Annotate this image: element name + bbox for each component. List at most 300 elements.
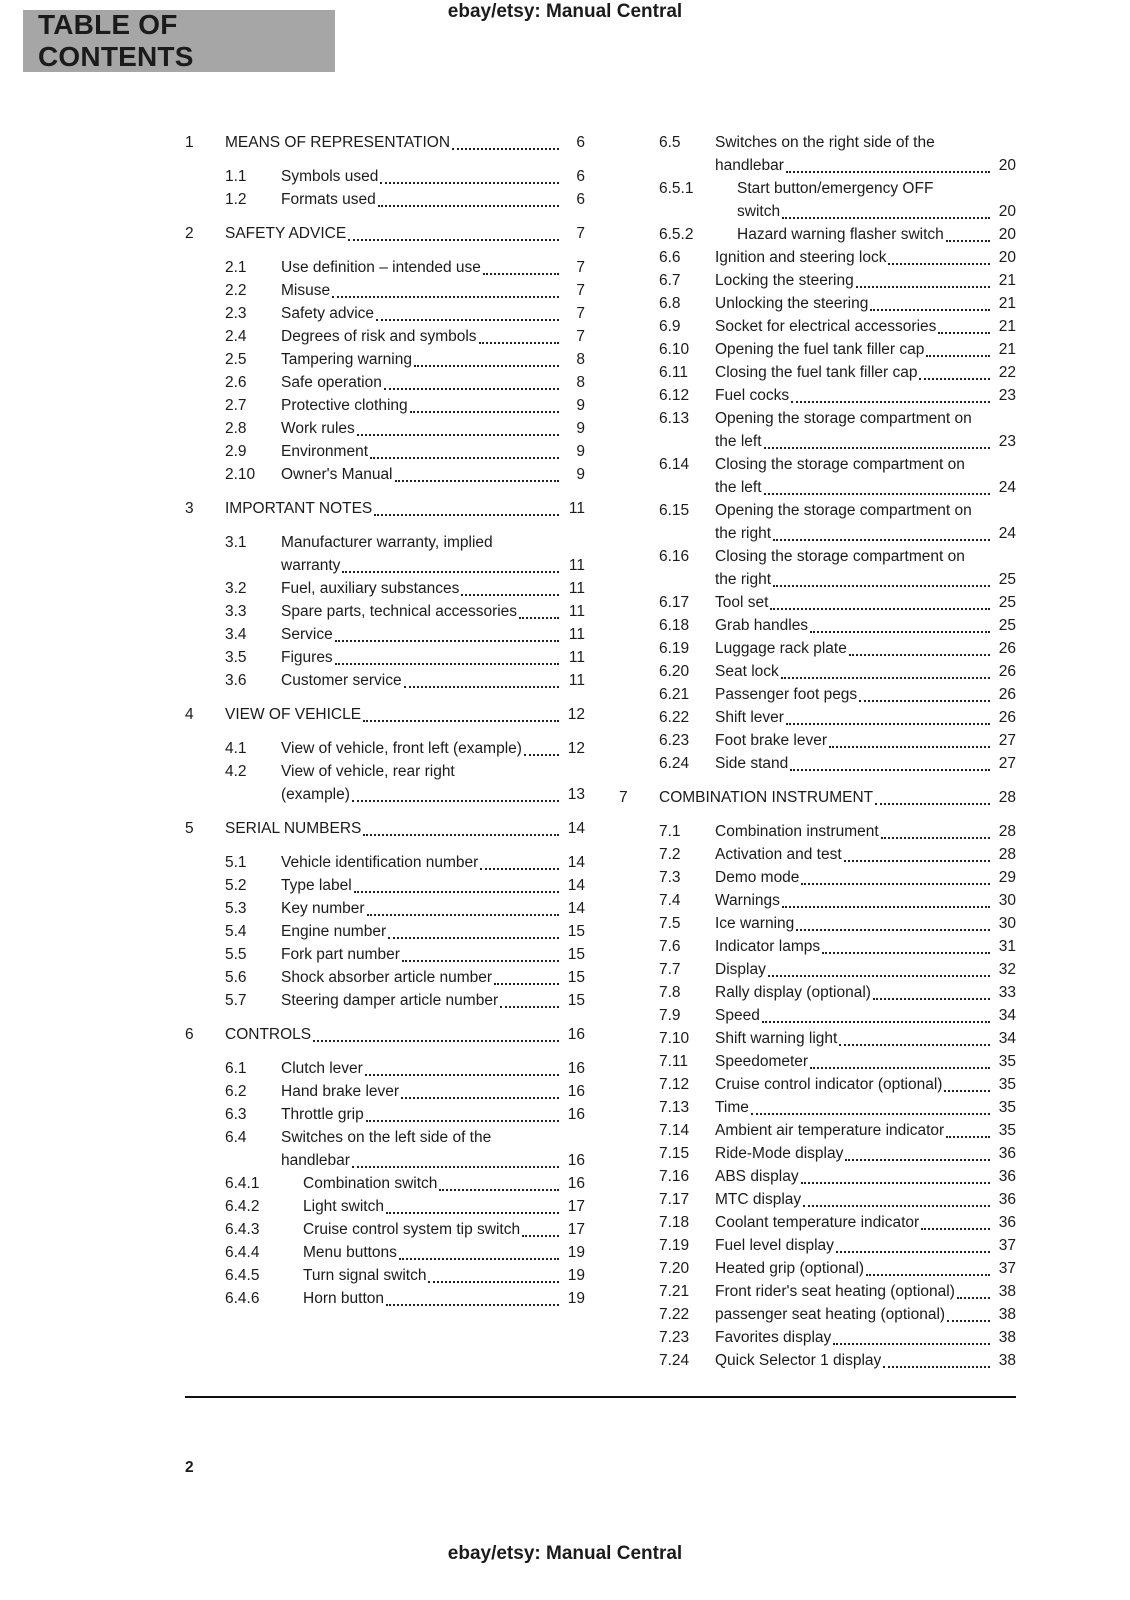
toc-entry-body <box>715 591 1016 614</box>
toc-entry-last-line <box>715 246 1016 269</box>
toc-entry-row <box>185 737 585 760</box>
toc-entry-body <box>715 315 1016 338</box>
toc-entry-number: 6.19 <box>659 640 690 657</box>
toc-entry-body <box>303 1172 585 1195</box>
toc-leader-dots <box>439 1189 559 1191</box>
toc-entry-last-line <box>281 851 585 874</box>
toc-entry-last-line <box>281 371 585 394</box>
toc-entry-row <box>619 820 1016 843</box>
toc-entry-page: 34 <box>998 1007 1016 1024</box>
toc-entry-title: Fuel, auxiliary substances <box>281 580 460 597</box>
toc-entry-title: Front rider's seat heating (optional) <box>715 1283 955 1300</box>
toc-entry-last-line <box>715 476 1016 499</box>
toc-entry-title: Light switch <box>303 1198 384 1215</box>
toc-entry-last-line <box>715 1188 1016 1211</box>
toc-entry-body <box>281 966 585 989</box>
toc-entry-body <box>715 499 1016 545</box>
toc-entry-row <box>619 1349 1016 1372</box>
toc-entry-body <box>281 943 585 966</box>
toc-entry-body <box>715 361 1016 384</box>
toc-entry-page: 21 <box>998 318 1016 335</box>
toc-leader-dots <box>829 746 990 748</box>
toc-entry-page: 30 <box>998 915 1016 932</box>
toc-entry-number: 2.3 <box>225 305 247 322</box>
toc-entry-number: 6.24 <box>659 755 690 772</box>
toc-entry-number: 4.1 <box>225 740 247 757</box>
toc-entry-row <box>619 706 1016 729</box>
toc-entry-row <box>185 1103 585 1126</box>
toc-entry-page: 28 <box>998 823 1016 840</box>
toc-entry-page: 15 <box>567 992 585 1009</box>
toc-leader-dots <box>366 1120 559 1122</box>
toc-entry-body <box>303 1241 585 1264</box>
toc-entry-number: 6.6 <box>659 249 681 266</box>
toc-leader-dots <box>790 769 990 771</box>
toc-entry-last-line <box>281 394 585 417</box>
toc-entry-number: 7 <box>619 789 628 806</box>
toc-leader-dots <box>866 1274 990 1276</box>
toc-entry-row <box>619 1211 1016 1234</box>
toc-entry-last-line <box>225 703 585 726</box>
toc-entry-last-line <box>715 660 1016 683</box>
toc-entry-title-line: Closing the storage compartment on <box>715 456 965 473</box>
toc-leader-dots <box>494 983 559 985</box>
toc-entry-row <box>619 1027 1016 1050</box>
toc-entry-title: Figures <box>281 649 333 666</box>
toc-entry-title: Service <box>281 626 333 643</box>
toc-entry-body <box>715 1004 1016 1027</box>
toc-leader-dots <box>332 296 559 298</box>
toc-entry-number: 6.21 <box>659 686 690 703</box>
toc-entry-last-line <box>281 348 585 371</box>
toc-entry-row <box>185 325 585 348</box>
toc-entry-body <box>715 1050 1016 1073</box>
toc-entry-title: Tool set <box>715 594 769 611</box>
toc-entry-number: 4 <box>185 706 194 723</box>
toc-entry-last-line <box>281 1080 585 1103</box>
toc-entry-page: 21 <box>998 272 1016 289</box>
toc-leader-dots <box>751 1113 990 1115</box>
toc-leader-dots <box>845 1159 990 1161</box>
toc-entry-page: 21 <box>998 341 1016 358</box>
toc-entry-row <box>619 660 1016 683</box>
toc-entry-page: 38 <box>998 1329 1016 1346</box>
toc-leader-dots <box>352 800 559 802</box>
toc-leader-dots <box>773 585 990 587</box>
toc-entry-row <box>185 1241 585 1264</box>
toc-entry-last-line <box>715 706 1016 729</box>
toc-entry-number: 7.14 <box>659 1122 690 1139</box>
toc-entry-title: Combination switch <box>303 1175 438 1192</box>
toc-entry-page: 9 <box>576 420 585 437</box>
toc-entry-title: Shift lever <box>715 709 784 726</box>
toc-entry-page: 20 <box>998 226 1016 243</box>
toc-entry-title: SERIAL NUMBERS <box>225 820 362 837</box>
toc-entry-last-line <box>225 817 585 840</box>
toc-entry-row <box>619 545 1016 591</box>
toc-entry-page: 16 <box>567 1175 585 1192</box>
toc-entry-page: 16 <box>567 1026 585 1043</box>
toc-entry-number: 6.14 <box>659 456 690 473</box>
toc-entry-number: 3.6 <box>225 672 247 689</box>
toc-leader-dots <box>386 1212 559 1214</box>
toc-entry-title: Customer service <box>281 672 402 689</box>
toc-entry-title: Protective clothing <box>281 397 408 414</box>
toc-entry-page: 23 <box>998 387 1016 404</box>
toc-entry-number: 5.6 <box>225 969 247 986</box>
toc-entry-last-line <box>281 165 585 188</box>
toc-entry-page: 33 <box>998 984 1016 1001</box>
toc-entry-number: 2.6 <box>225 374 247 391</box>
header-watermark: ebay/etsy: Manual Central <box>447 1 683 22</box>
toc-entry-last-line <box>715 752 1016 775</box>
toc-entry-row <box>185 577 585 600</box>
toc-entry-title: Activation and test <box>715 846 842 863</box>
toc-entry-page: 9 <box>576 466 585 483</box>
toc-entry-number: 6.4.1 <box>225 1175 260 1192</box>
toc-entry-number: 6.3 <box>225 1106 247 1123</box>
toc-entry-number: 7.21 <box>659 1283 690 1300</box>
footer-watermark: ebay/etsy: Manual Central <box>447 1543 683 1564</box>
toc-entry-title: the left <box>715 433 762 450</box>
toc-entry-last-line <box>715 1257 1016 1280</box>
toc-entry-title: IMPORTANT NOTES <box>225 500 373 517</box>
toc-entry-page: 14 <box>567 820 585 837</box>
toc-entry-body <box>281 989 585 1012</box>
toc-entry-title: Use definition – intended use <box>281 259 481 276</box>
toc-entry-body <box>281 600 585 623</box>
toc-entry-number: 6.4.3 <box>225 1221 260 1238</box>
toc-entry-number: 6.15 <box>659 502 690 519</box>
toc-entry-page: 16 <box>567 1106 585 1123</box>
toc-leader-dots <box>367 914 559 916</box>
toc-entry-title-line: Start button/emergency OFF <box>737 180 934 197</box>
toc-leader-dots <box>801 883 990 885</box>
toc-entry-body <box>281 440 585 463</box>
toc-leader-dots <box>386 1304 559 1306</box>
toc-entry-title: the left <box>715 479 762 496</box>
toc-entry-body <box>225 222 585 245</box>
toc-entry-row <box>185 371 585 394</box>
toc-entry-body <box>715 292 1016 315</box>
toc-entry-body <box>281 1103 585 1126</box>
toc-leader-dots <box>786 723 990 725</box>
toc-entry-body <box>715 637 1016 660</box>
toc-entry-page: 36 <box>998 1145 1016 1162</box>
toc-entry-title: Favorites display <box>715 1329 832 1346</box>
toc-entry-page: 34 <box>998 1030 1016 1047</box>
toc-entry-last-line <box>303 1172 585 1195</box>
toc-entry-title: Tampering warning <box>281 351 412 368</box>
toc-entry-last-line <box>715 430 1016 453</box>
toc-entry-page: 14 <box>567 900 585 917</box>
toc-column-left <box>185 131 585 1372</box>
toc-entry-page: 30 <box>998 892 1016 909</box>
toc-entry-row <box>185 623 585 646</box>
toc-entry-row <box>619 1050 1016 1073</box>
toc-entry-body <box>281 348 585 371</box>
toc-entry-last-line <box>281 623 585 646</box>
toc-entry-body <box>281 417 585 440</box>
toc-entry-body <box>715 384 1016 407</box>
toc-leader-dots <box>452 148 559 150</box>
toc-entry-body <box>715 246 1016 269</box>
toc-entry-number: 7.24 <box>659 1352 690 1369</box>
toc-entry-body <box>715 935 1016 958</box>
toc-entry-title: Symbols used <box>281 168 379 185</box>
toc-entry-page: 7 <box>576 225 585 242</box>
toc-entry-last-line <box>737 200 1016 223</box>
toc-entry-body <box>715 1096 1016 1119</box>
toc-entry-page: 14 <box>567 854 585 871</box>
toc-entry-number: 6.20 <box>659 663 690 680</box>
toc-leader-dots <box>944 1090 990 1092</box>
toc-leader-dots <box>365 1074 559 1076</box>
toc-entry-number: 7.15 <box>659 1145 690 1162</box>
toc-leader-dots <box>803 1205 990 1207</box>
toc-entry-row <box>185 348 585 371</box>
toc-entry-last-line <box>281 577 585 600</box>
toc-entry-page: 11 <box>568 557 585 574</box>
toc-entry-row <box>185 394 585 417</box>
toc-leader-dots <box>410 411 559 413</box>
toc-leader-dots <box>313 1040 559 1042</box>
toc-entry-title: Ambient air temperature indicator <box>715 1122 945 1139</box>
toc-entry-body <box>225 497 585 520</box>
toc-entry-body <box>303 1218 585 1241</box>
toc-entry-body <box>715 1165 1016 1188</box>
toc-entry-title: Ride-Mode display <box>715 1145 844 1162</box>
toc-leader-dots <box>524 754 559 756</box>
toc-entry-row <box>619 591 1016 614</box>
toc-chapter-row <box>185 497 585 520</box>
toc-leader-dots <box>388 937 559 939</box>
toc-entry-page: 35 <box>998 1076 1016 1093</box>
toc-entry-page: 24 <box>998 479 1016 496</box>
toc-entry-page: 15 <box>567 969 585 986</box>
toc-entry-body <box>715 1119 1016 1142</box>
toc-entry-row <box>619 981 1016 1004</box>
toc-entry-last-line <box>715 338 1016 361</box>
toc-entry-body <box>225 131 585 154</box>
toc-entry-page: 20 <box>998 249 1016 266</box>
toc-entry-body <box>281 531 585 577</box>
toc-entry-title: handlebar <box>715 157 784 174</box>
toc-entry-row <box>619 958 1016 981</box>
toc-leader-dots <box>483 273 559 275</box>
toc-entry-title: Misuse <box>281 282 331 299</box>
toc-leader-dots <box>919 378 990 380</box>
toc-entry-page: 36 <box>998 1191 1016 1208</box>
toc-leader-dots <box>363 834 559 836</box>
toc-entry-last-line <box>715 1096 1016 1119</box>
toc-entry-title: Turn signal switch <box>303 1267 427 1284</box>
toc-entry-title: Coolant temperature indicator <box>715 1214 920 1231</box>
toc-entry-last-line <box>281 279 585 302</box>
toc-entry-row <box>619 292 1016 315</box>
toc-entry-title: Key number <box>281 900 365 917</box>
toc-leader-dots <box>354 891 559 893</box>
toc-entry-row <box>619 729 1016 752</box>
toc-entry-row <box>185 874 585 897</box>
toc-entry-row <box>185 760 585 806</box>
toc-entry-last-line <box>281 325 585 348</box>
toc-entry-last-line <box>715 591 1016 614</box>
toc-entry-title: Demo mode <box>715 869 800 886</box>
toc-leader-dots <box>770 608 990 610</box>
toc-leader-dots <box>849 654 990 656</box>
toc-entry-last-line <box>715 729 1016 752</box>
toc-entry-body <box>281 279 585 302</box>
toc-entry-number: 7.8 <box>659 984 681 1001</box>
toc-entry-last-line <box>715 912 1016 935</box>
toc-entry-number: 6.10 <box>659 341 690 358</box>
toc-entry-last-line <box>281 417 585 440</box>
toc-leader-dots <box>399 1258 559 1260</box>
toc-entry-page: 26 <box>998 686 1016 703</box>
toc-entry-page: 9 <box>576 443 585 460</box>
toc-chapter-row <box>185 817 585 840</box>
toc-entry-body <box>715 453 1016 499</box>
toc-entry-title: Safety advice <box>281 305 375 322</box>
toc-entry-title: Steering damper article number <box>281 992 499 1009</box>
toc-leader-dots <box>402 960 559 962</box>
toc-entry-row <box>185 920 585 943</box>
toc-entry-number: 6.9 <box>659 318 681 335</box>
toc-entry-body <box>715 1073 1016 1096</box>
toc-entry-title-line: Opening the storage compartment on <box>715 410 972 427</box>
toc-entry-body <box>715 1349 1016 1372</box>
toc-entry-number: 2.9 <box>225 443 247 460</box>
toc-entry-title: Warnings <box>715 892 780 909</box>
toc-entry-number: 6.4.4 <box>225 1244 260 1261</box>
toc-entry-title: Type label <box>281 877 352 894</box>
toc-entry-title: Safe operation <box>281 374 382 391</box>
toc-entry-row <box>619 1280 1016 1303</box>
toc-entry-title: Foot brake lever <box>715 732 827 749</box>
toc-entry-number: 2.2 <box>225 282 247 299</box>
toc-entry-row <box>185 897 585 920</box>
toc-entry-last-line <box>303 1241 585 1264</box>
toc-entry-last-line <box>715 1211 1016 1234</box>
toc-entry-title: Fork part number <box>281 946 400 963</box>
toc-entry-number: 6.5.2 <box>659 226 694 243</box>
toc-entry-last-line <box>715 935 1016 958</box>
toc-entry-last-line <box>715 820 1016 843</box>
toc-entry-row <box>185 531 585 577</box>
toc-entry-body <box>715 820 1016 843</box>
toc-entry-page: 36 <box>998 1214 1016 1231</box>
toc-entry-title-line: Opening the storage compartment on <box>715 502 972 519</box>
toc-entry-number: 6.1 <box>225 1060 247 1077</box>
toc-entry-row <box>185 1126 585 1172</box>
toc-entry-number: 1.1 <box>225 168 247 185</box>
toc-entry-last-line <box>281 989 585 1012</box>
toc-entry-last-line <box>715 269 1016 292</box>
toc-entry-number: 5 <box>185 820 194 837</box>
toc-leader-dots <box>500 1006 559 1008</box>
toc-entry-number: 7.6 <box>659 938 681 955</box>
toc-entry-last-line <box>281 600 585 623</box>
toc-chapter-row <box>619 786 1016 809</box>
toc-entry-last-line <box>715 1027 1016 1050</box>
toc-leader-dots <box>833 1343 990 1345</box>
toc-entry-row <box>619 1303 1016 1326</box>
toc-entry-title-line: Manufacturer warranty, implied <box>281 534 493 551</box>
toc-entry-title: Closing the fuel tank filler cap <box>715 364 918 381</box>
toc-entry-last-line <box>715 866 1016 889</box>
toc-entry-body <box>715 912 1016 935</box>
toc-leader-dots <box>839 1044 990 1046</box>
toc-entry-last-line <box>225 1023 585 1046</box>
toc-entry-body <box>715 1257 1016 1280</box>
toc-entry-last-line <box>715 361 1016 384</box>
toc-entry-number: 6.16 <box>659 548 690 565</box>
toc-entry-row <box>619 246 1016 269</box>
toc-entry-title-line: Switches on the right side of the <box>715 134 935 151</box>
toc-entry-number: 6.11 <box>659 364 689 381</box>
toc-entry-row <box>185 256 585 279</box>
toc-entry-last-line <box>715 614 1016 637</box>
toc-entry-body <box>281 760 585 806</box>
toc-entry-page: 19 <box>567 1267 585 1284</box>
toc-entry-last-line <box>715 315 1016 338</box>
toc-entry-row <box>185 1172 585 1195</box>
toc-leader-dots <box>782 217 990 219</box>
toc-leader-dots <box>764 493 990 495</box>
toc-entry-body <box>281 897 585 920</box>
toc-entry-page: 7 <box>576 305 585 322</box>
toc-entry-number: 3 <box>185 500 194 517</box>
toc-entry-body <box>281 1080 585 1103</box>
toc-entry-body <box>225 1023 585 1046</box>
toc-entry-row <box>185 943 585 966</box>
toc-chapter-row <box>185 222 585 245</box>
toc-entry-page: 23 <box>998 433 1016 450</box>
toc-leader-dots <box>480 868 559 870</box>
toc-entry-body <box>281 623 585 646</box>
toc-entry-row <box>619 269 1016 292</box>
toc-entry-row <box>185 1264 585 1287</box>
toc-entry-number: 7.1 <box>659 823 681 840</box>
toc-entry-title: Quick Selector 1 display <box>715 1352 882 1369</box>
toc-entry-row <box>619 407 1016 453</box>
toc-entry-title: Fuel cocks <box>715 387 790 404</box>
toc-entry-number: 6.8 <box>659 295 681 312</box>
toc-entry-number: 6.23 <box>659 732 690 749</box>
toc-leader-dots <box>947 1320 990 1322</box>
toc-entry-title: Hazard warning flasher switch <box>737 226 944 243</box>
toc-entry-body <box>715 660 1016 683</box>
toc-leader-dots <box>335 640 559 642</box>
toc-entry-page: 26 <box>998 640 1016 657</box>
toc-entry-body <box>715 706 1016 729</box>
toc-entry-body <box>281 302 585 325</box>
toc-leader-dots <box>428 1281 559 1283</box>
toc-entry-row <box>619 866 1016 889</box>
toc-entry-page: 15 <box>567 923 585 940</box>
toc-entry-body <box>737 223 1016 246</box>
toc-entry-title: Combination instrument <box>715 823 879 840</box>
toc-entry-number: 3.3 <box>225 603 247 620</box>
toc-entry-body <box>715 614 1016 637</box>
toc-entry-number: 7.22 <box>659 1306 690 1323</box>
toc-entry-last-line <box>281 554 585 577</box>
toc-leader-dots <box>946 1136 990 1138</box>
toc-column-right <box>619 131 1016 1372</box>
toc-entry-row <box>619 223 1016 246</box>
toc-entry-number: 7.11 <box>659 1053 689 1070</box>
